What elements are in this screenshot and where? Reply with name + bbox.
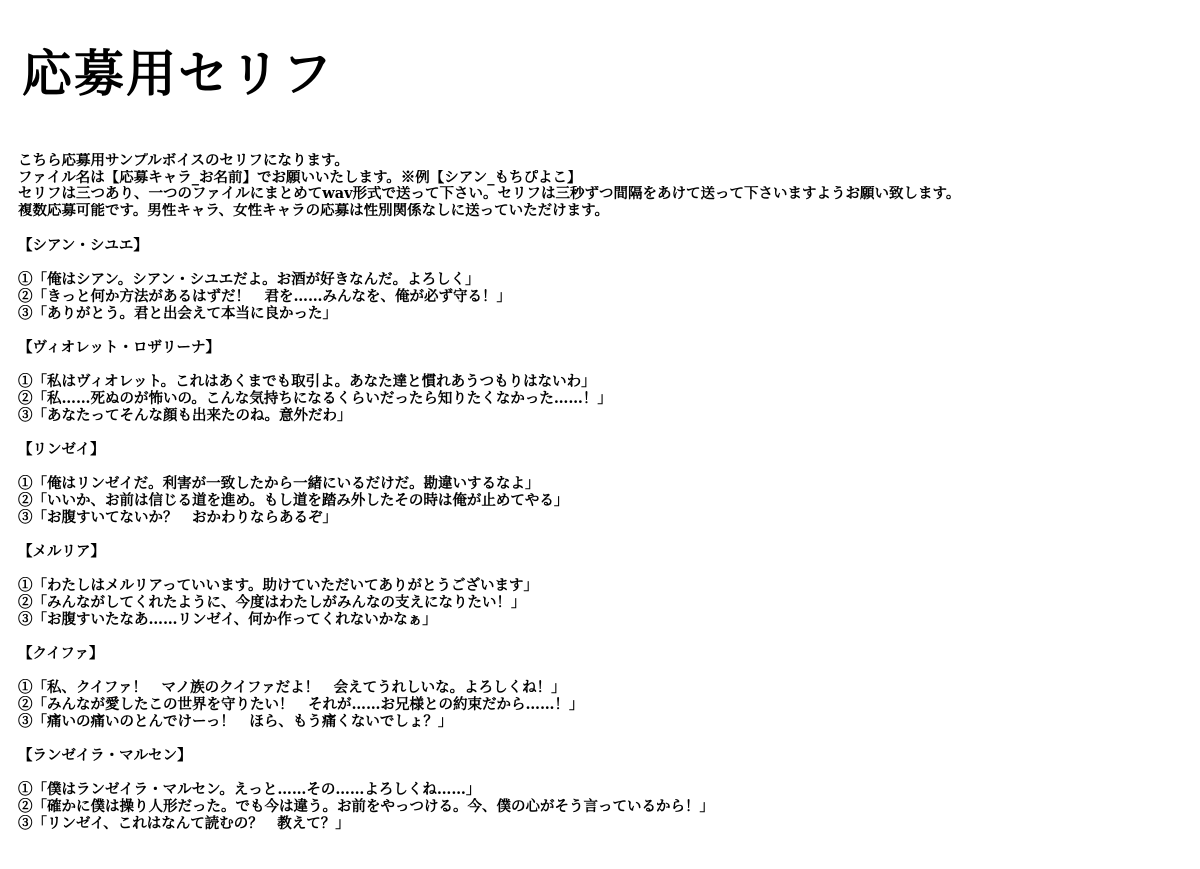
line-2: ②「いいか、お前は信じる道を進め。もし道を踏み外したその時は俺が止めてやる」 <box>18 492 569 509</box>
intro-paragraph <box>18 153 1193 219</box>
line-1: ①「わたしはメルリアっていいます。助けていただいてありがとうございます」 <box>18 577 538 594</box>
section-violette-rosalina <box>18 339 1193 424</box>
line-3: ③「あなたってそんな顔も出来たのね。意外だわ」 <box>18 407 352 424</box>
section-ranzeira-marsen <box>18 747 1193 832</box>
line-2: ②「みんながしてくれたように、今度はわたしがみんなの支えになりたい！」 <box>18 594 526 611</box>
line-3: ③「お腹すいてないか？ おかわりならあるぞ」 <box>18 509 337 526</box>
section-heading: 【リンゼイ】 <box>18 441 105 458</box>
line-3: ③「リンゼイ、これはなんて読むの？ 教えて？」 <box>18 815 350 832</box>
line-1: ①「僕はランゼイラ・マルセン。えっと……その……よろしくね……」 <box>18 781 481 798</box>
section-kuifa <box>18 645 1193 730</box>
line-2: ②「みんなが愛したこの世界を守りたい！ それが……お兄様との約束だから……！」 <box>18 696 584 713</box>
line-2: ②「確かに僕は操り人形だった。でも今は違う。お前をやっつける。今、僕の心がそう言っているから！」 <box>18 798 714 815</box>
section-heading: 【メルリア】 <box>18 543 105 560</box>
intro-line: セリフは三つあり、一つのファイルにまとめてwav形式で送って下さい。セリフは三秒ずつ間隔をあけて送って下さいますようお願い致します。 <box>18 186 961 202</box>
line-3: ③「ありがとう。君と出会えて本当に良かった」 <box>18 305 337 322</box>
line-1: ①「俺はリンゼイだ。利害が一致したから一緒にいるだけだ。勘違いするなよ」 <box>18 475 540 492</box>
section-xian-xiyue <box>18 237 1193 322</box>
section-merlia <box>18 543 1193 628</box>
section-heading: 【シアン・シユエ】 <box>18 237 148 254</box>
section-lindsay <box>18 441 1193 526</box>
character-sections <box>18 237 1193 849</box>
line-3: ③「痛いの痛いのとんでけーっ！ ほら、もう痛くないでしょ？」 <box>18 713 453 730</box>
page-title: 応募用セリフ <box>22 44 334 103</box>
section-heading: 【ヴィオレット・ロザリーナ】 <box>18 339 220 356</box>
line-2: ②「私……死ぬのが怖いの。こんな気持ちになるくらいだったら知りたくなかった……！」 <box>18 390 612 407</box>
line-3: ③「お腹すいたなあ……リンゼイ、何か作ってくれないかなぁ」 <box>18 611 437 628</box>
line-1: ①「俺はシアン。シアン・シユエだよ。お酒が好きなんだ。よろしく」 <box>18 271 480 288</box>
intro-line: 複数応募可能です。男性キャラ、女性キャラの応募は性別関係なしに送っていただけます。 <box>18 202 610 219</box>
line-2: ②「きっと何か方法があるはずだ！ 君を……みんなを、俺が必ず守る！」 <box>18 288 511 305</box>
section-heading: 【ランゼイラ・マルセン】 <box>18 747 192 764</box>
section-heading: 【クイファ】 <box>18 645 104 662</box>
line-1: ①「私はヴィオレット。これはあくまでも取引よ。あなた達と慣れあうつもりはないわ」 <box>18 373 596 390</box>
line-1: ①「私、クイファ！ マノ族のクイファだよ！ 会えてうれしいな。よろしくね！」 <box>18 679 566 696</box>
intro-line: こちら応募用サンプルボイスのセリフになります。 <box>18 153 349 169</box>
intro-line: ファイル名は【応募キャラ_お名前】でお願いいたします。※例【シアン_もちぴよこ】 <box>18 169 582 186</box>
